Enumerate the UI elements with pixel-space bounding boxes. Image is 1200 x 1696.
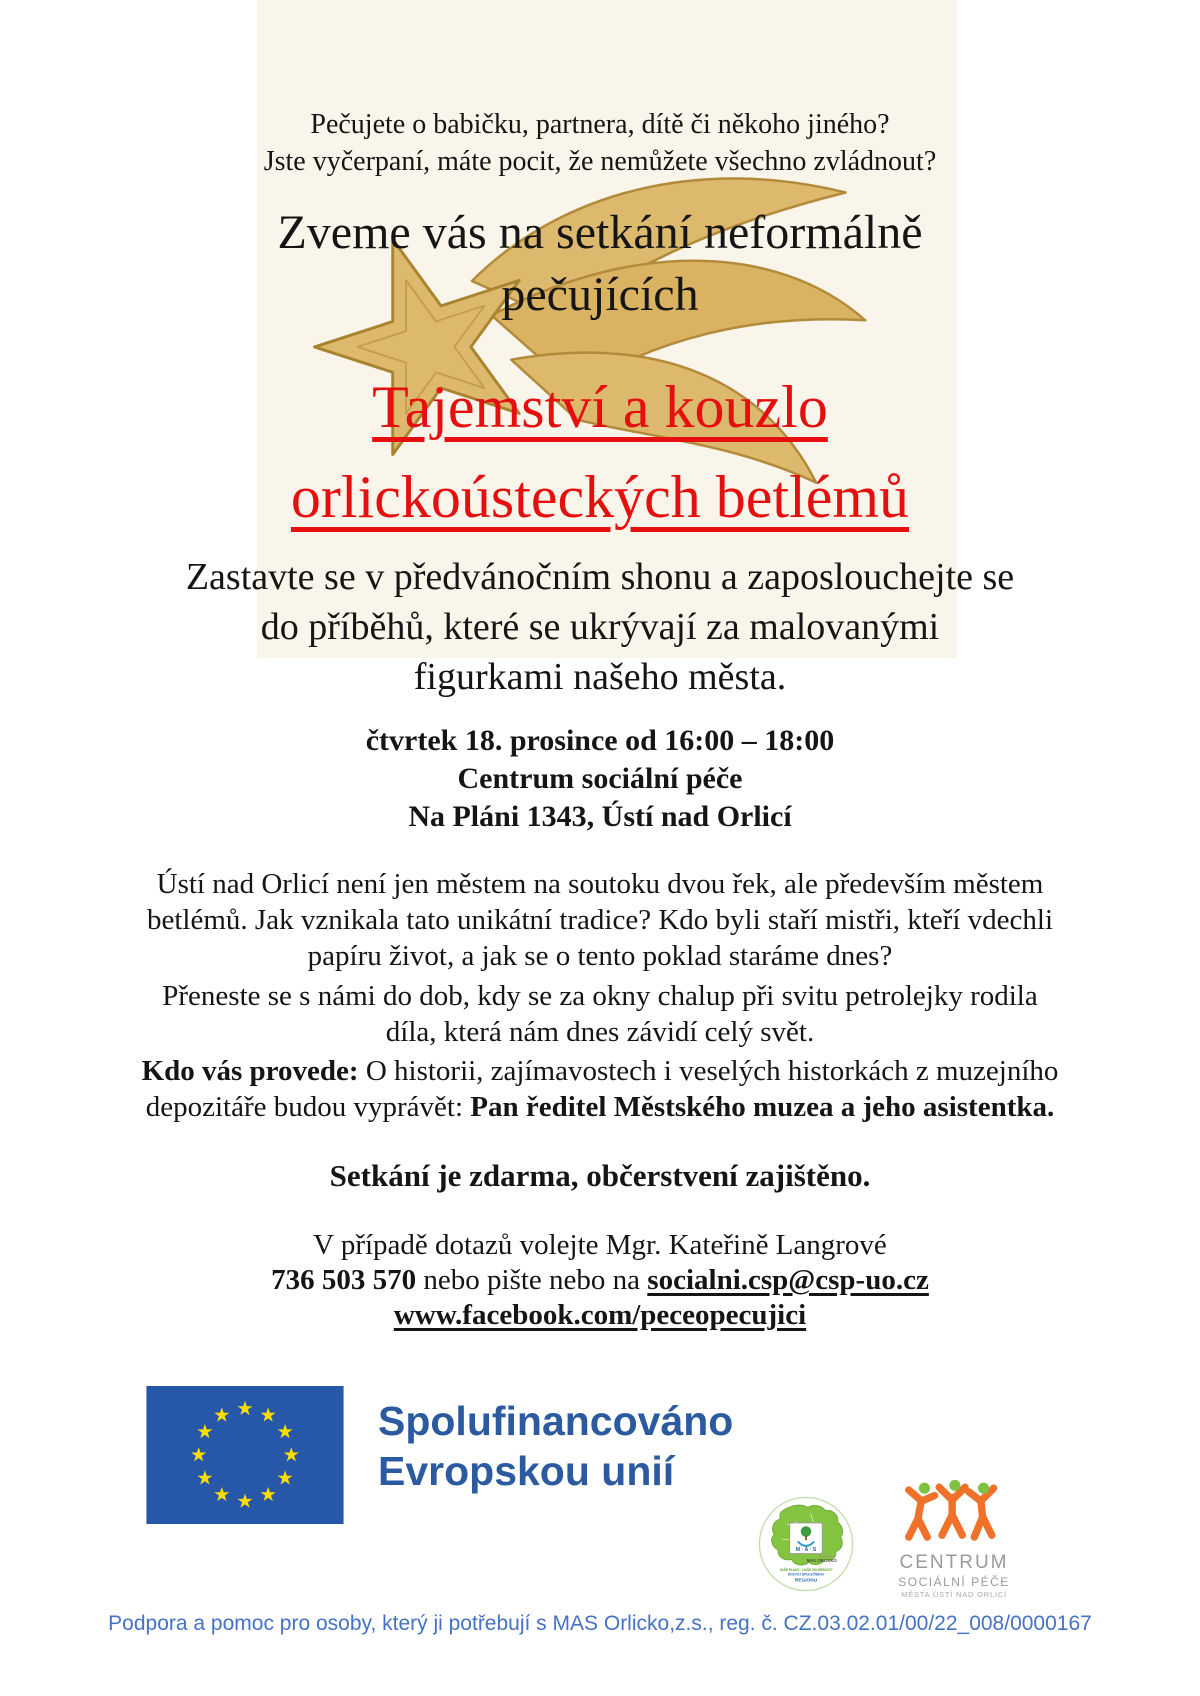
guide-paragraph	[0, 1053, 1200, 1125]
intro-line-2: Jste vyčerpaní, máte pocit, že nemůžete všechno zvládnout?	[263, 146, 937, 177]
contact-line-2	[0, 1263, 1200, 1298]
facebook-link[interactable]: www.facebook.com/peceopecujici	[393, 1299, 807, 1331]
eu-text-line-1: Spolufinancováno	[378, 1398, 734, 1444]
contact-phone: 736 503 570	[271, 1264, 417, 1296]
centrum-logo	[888, 1478, 1020, 1599]
centrum-figures-icon	[890, 1478, 1018, 1550]
centrum-name: CENTRUM	[899, 1552, 1009, 1573]
contact-line-1: V případě dotazů volejte Mgr. Kateřině Langrové	[313, 1229, 887, 1261]
event-address: Na Pláni 1343, Ústí nad Orlicí	[408, 800, 792, 833]
mas-name-text: MAS ORLICKO	[806, 1558, 837, 1564]
intro-questions	[0, 106, 1200, 180]
intro-line-1: Pečujete o babičku, partnera, dítě či někoho jiného?	[310, 109, 890, 140]
guide-text-2: depozitáře budou vyprávět:	[145, 1091, 471, 1123]
history-line-2: díla, která nám dnes závidí celý svět.	[385, 1016, 815, 1048]
history-paragraph	[0, 978, 1200, 1050]
eu-text-line-2: Evropskou unií	[378, 1448, 675, 1494]
guide-text-1: O historii, zajímavostech i veselých historkách z muzejního	[358, 1055, 1059, 1087]
lead-paragraph	[0, 552, 1200, 702]
mas-badge-text: M · A · S	[795, 1547, 817, 1554]
contact-block	[0, 1228, 1200, 1333]
town-paragraph	[0, 866, 1200, 974]
invite-line-1: Zveme vás na setkání neformálně	[277, 206, 923, 259]
contact-line-3	[0, 1298, 1200, 1333]
lead-line-3: figurkami našeho města.	[413, 656, 787, 698]
mas-slogan-2: ROZVOJ SPOLEČNÉHO	[788, 1572, 824, 1577]
town-line-2: betlémů. Jak vznikala tato unikátní tradice? Kdo byli staří mistři, kteří vdechli	[147, 904, 1053, 936]
centrum-subtitle: SOCIÁLNÍ PÉČE	[898, 1575, 1010, 1589]
lead-line-2: do příběhů, které se ukrývají za malovanými	[260, 606, 940, 648]
contact-mid-text: nebo pište nebo na	[416, 1264, 648, 1296]
mas-tree-icon	[801, 1526, 812, 1537]
mas-slogan-3: REGIONU	[794, 1578, 818, 1584]
guide-line-2	[0, 1089, 1200, 1125]
town-line-1: Ústí nad Orlicí není jen městem na soutoku dvou řek, ale především městem	[156, 868, 1044, 900]
mas-slogan-1: VAŠE PLÁNY · NAŠE ZKUŠENOSTI	[779, 1567, 833, 1572]
guide-presenter: Pan ředitel Městského muzea a jeho asistentka.	[470, 1091, 1055, 1123]
event-venue: Centrum sociální péče	[457, 762, 743, 795]
guide-line-1	[0, 1053, 1200, 1089]
history-line-1: Přeneste se s námi do dob, kdy se za okny chalup při svitu petrolejky rodila	[162, 980, 1038, 1012]
event-datetime: čtvrtek 18. prosince od 16:00 – 18:00	[365, 724, 835, 757]
eu-flag-icon	[145, 1386, 345, 1524]
event-title-line-1: Tajemství a kouzlo	[372, 374, 828, 440]
centrum-city: MĚSTA ÚSTÍ NAD ORLICÍ	[901, 1590, 1007, 1599]
lead-line-1: Zastavte se v předvánočním shonu a zaposlouchejte se	[185, 556, 1015, 598]
invite-line-2: pečujících	[501, 268, 699, 321]
guide-label: Kdo vás provede:	[141, 1055, 359, 1087]
event-details	[0, 722, 1200, 836]
funding-note: Podpora a pomoc pro osoby, který ji potřebují s MAS Orlicko,z.s., reg. č. CZ.03.02.01/00/22_008/0000167	[108, 1612, 1092, 1635]
town-line-3: papíru život, a jak se o tento poklad staráme dnes?	[307, 940, 893, 972]
event-title	[0, 362, 1200, 542]
mas-podporilo-text: PODPOŘILO	[818, 1555, 835, 1559]
free-entry-line: Setkání je zdarma, občerstvení zajištěno.	[329, 1158, 871, 1193]
mas-orlicko-logo	[758, 1496, 854, 1592]
footer-logos	[0, 1378, 1200, 1598]
email-link[interactable]: socialni.csp@csp-uo.cz	[647, 1264, 929, 1296]
invite-heading	[0, 202, 1200, 326]
eu-cofunded-text	[378, 1396, 733, 1496]
event-title-line-2: orlickoústeckých betlémů	[290, 464, 910, 530]
